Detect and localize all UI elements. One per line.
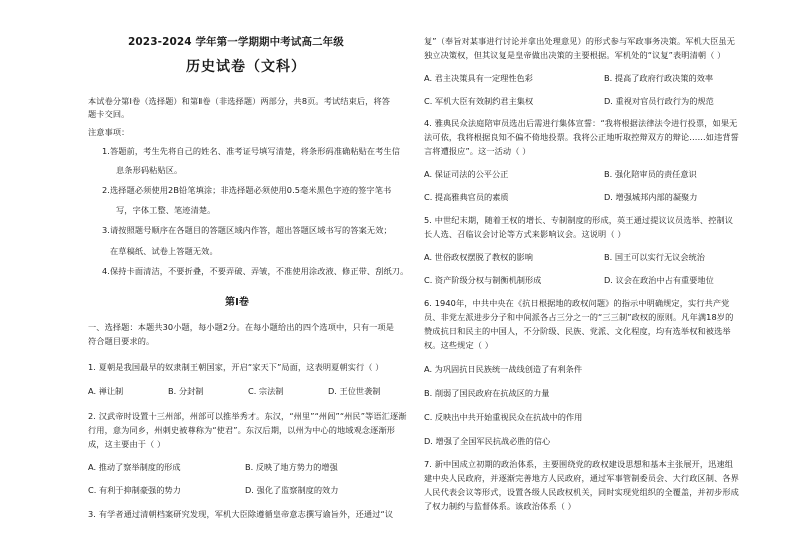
question-3-start: 3. 有学者通过清朝档案研究发现，军机大臣除遵循皇帝意志撰写谕旨外，还通过“议 <box>88 509 394 519</box>
q3-option-b: B. 提高了政府行政决策的效率 <box>604 73 714 83</box>
question-7-line-2: 建中央人民政府，并逐渐完善地方人民政府，通过军事管制委员会、大行政区制、各界 <box>424 473 739 483</box>
q3-option-c: C. 军机大臣有效制约君主集权 <box>424 96 534 106</box>
question-7-line-4: 了权力制约与监督体系。该政治体系（ ） <box>424 501 576 511</box>
intro-line-1: 本试卷分第Ⅰ卷（选择题）和第Ⅱ卷（非选择题）两部分，共8页。考试结束后，将答 <box>88 96 391 106</box>
exam-header: 2023-2024 学年第一学期期中考试高二年级 <box>128 36 344 48</box>
question-7-line-3: 人民代表会议等形式，设置各级人民政权机关，同时实现党组织的全覆盖，并初步形成 <box>424 487 739 497</box>
question-6-line-3: 赞成抗日和民主的中国人，不分阶级、民族、党派、文化程度，均有选举权和被选举 <box>424 326 731 336</box>
question-3-cont-1: 复”（奉旨对某事进行讨论并拿出处理意见）的形式参与军政事务决策。军机大臣虽无 <box>424 36 735 46</box>
q3-option-d: D. 重视对官员行政行为的规范 <box>604 96 714 106</box>
question-2-line-1: 2. 汉武帝时设置十三州部，州部可以推举秀才。东汉，“州里”“州闾”“州民”等语汇逐渐 <box>88 411 407 421</box>
note-3b: 在草稿纸、试卷上答题无效。 <box>110 246 218 256</box>
q2-option-a: A. 推动了察举制度的形成 <box>88 462 181 472</box>
question-5-line-2: 长人选、召临议会讨论等方式来影响议会。这说明（ ） <box>424 229 626 239</box>
exam-title: 历史试卷（文科） <box>186 59 306 75</box>
q6-option-a: A. 为巩固抗日民族统一战线创造了有利条件 <box>424 364 583 374</box>
notes-title: 注意事项： <box>88 127 130 137</box>
q3-option-a: A. 君主决策具有一定理性色彩 <box>424 73 533 83</box>
q4-option-b: B. 强化陪审员的责任意识 <box>604 169 697 179</box>
question-2-line-3: 成，这主要由于（ ） <box>88 439 166 449</box>
part-one-heading: 第Ⅰ卷 <box>225 297 250 308</box>
question-4-line-1: 4. 雅典民众法庭陪审员选出后需进行集体宣誓：“我将根据法律法令进行投票，如果无 <box>424 118 738 128</box>
question-6-line-1: 6. 1940年，中共中央在《抗日根据地的政权问题》的指示中明确规定，实行共产党 <box>424 298 730 308</box>
note-1b: 息条形码粘贴区。 <box>116 165 183 175</box>
question-3-cont-2: 独立决策权，但其议复是皇帝做出决策的主要根据。军机处的“议复”表明清朝（ ） <box>424 50 726 60</box>
q1-option-a: A. 禅让制 <box>88 386 124 396</box>
question-4-line-2: 法可依，我将根据良知不偏不倚地投票。我将公正地听取控辩双方的辩论……如违背誓 <box>424 132 739 142</box>
note-4: 4.保持卡面清洁，不要折叠，不要弄破、弄皱，不准使用涂改液、修正带、刮纸刀。 <box>102 266 409 276</box>
q2-option-d: D. 强化了监察制度的效力 <box>245 485 339 495</box>
q1-option-b: B. 分封制 <box>168 386 204 396</box>
question-6-line-2: 员、非党左派进步分子和中间派各占三分之一的“三三制”政权的原则。凡年满18岁的 <box>424 312 734 322</box>
q6-option-b: B. 削弱了国民政府在抗战区的力量 <box>424 388 550 398</box>
question-4-line-3: 言将遭报应”。这一活动（ ） <box>424 146 531 156</box>
q5-option-a: A. 世俗政权摆脱了教权的影响 <box>424 252 533 262</box>
q2-option-c: C. 有利于抑制豪强的势力 <box>88 485 181 495</box>
question-1: 1. 夏朝是我国最早的奴隶制王朝国家，开启“家天下”局面，这表明夏朝实行（ ） <box>88 362 384 372</box>
q6-option-c: C. 反映出中共开始重视民众在抗战中的作用 <box>424 412 583 422</box>
q5-option-b: B. 国王可以实行无议会统治 <box>604 252 705 262</box>
q5-option-d: D. 议会在政治中占有重要地位 <box>604 275 714 285</box>
q2-option-b: B. 反映了地方势力的增强 <box>245 462 338 472</box>
note-2b: 写，字体工整、笔迹清楚。 <box>116 205 216 215</box>
q5-option-c: C. 资产阶级分权与制衡机制形成 <box>424 275 542 285</box>
q1-option-c: C. 宗法制 <box>248 386 284 396</box>
section-intro-2: 符合题目要求的。 <box>88 336 155 346</box>
q6-option-d: D. 增强了全国军民抗战必胜的信心 <box>424 436 551 446</box>
note-3a: 3.请按照题号顺序在各题目的答题区域内作答，超出答题区域书写的答案无效； <box>102 225 392 235</box>
section-intro-1: 一、选择题：本题共30小题，每小题2分。在每小题给出的四个选项中，只有一项是 <box>88 322 394 332</box>
question-2-line-2: 行用，意为同乡，州刺史被尊称为“使君”。东汉后期，以州为中心的地域观念逐渐形 <box>88 425 396 435</box>
question-5-line-1: 5. 中世纪末期，随着王权的增长、专制制度的形成，英王通过提议议员选举、控制议 <box>424 215 734 225</box>
q4-option-a: A. 保证司法的公平公正 <box>424 169 509 179</box>
intro-line-2: 题卡交回。 <box>88 109 130 119</box>
question-7-line-1: 7. 新中国成立初期的政治体系，主要围绕党的政权建设思想和基本主张展开，迅速组 <box>424 459 734 469</box>
question-6-line-4: 权。这些规定（ ） <box>424 340 494 350</box>
q4-option-d: D. 增强城邦内部的凝聚力 <box>604 192 698 202</box>
note-1a: 1.答题前，考生先将自己的姓名、准考证号填写清楚，将条形码准确粘贴在考生信 <box>102 146 401 156</box>
q4-option-c: C. 提高雅典官员的素质 <box>424 192 509 202</box>
note-2a: 2.选择题必须使用2B铅笔填涂；非选择题必须使用0.5毫米黑色字迹的签字笔书 <box>102 185 392 195</box>
q1-option-d: D. 王位世袭制 <box>328 386 381 396</box>
